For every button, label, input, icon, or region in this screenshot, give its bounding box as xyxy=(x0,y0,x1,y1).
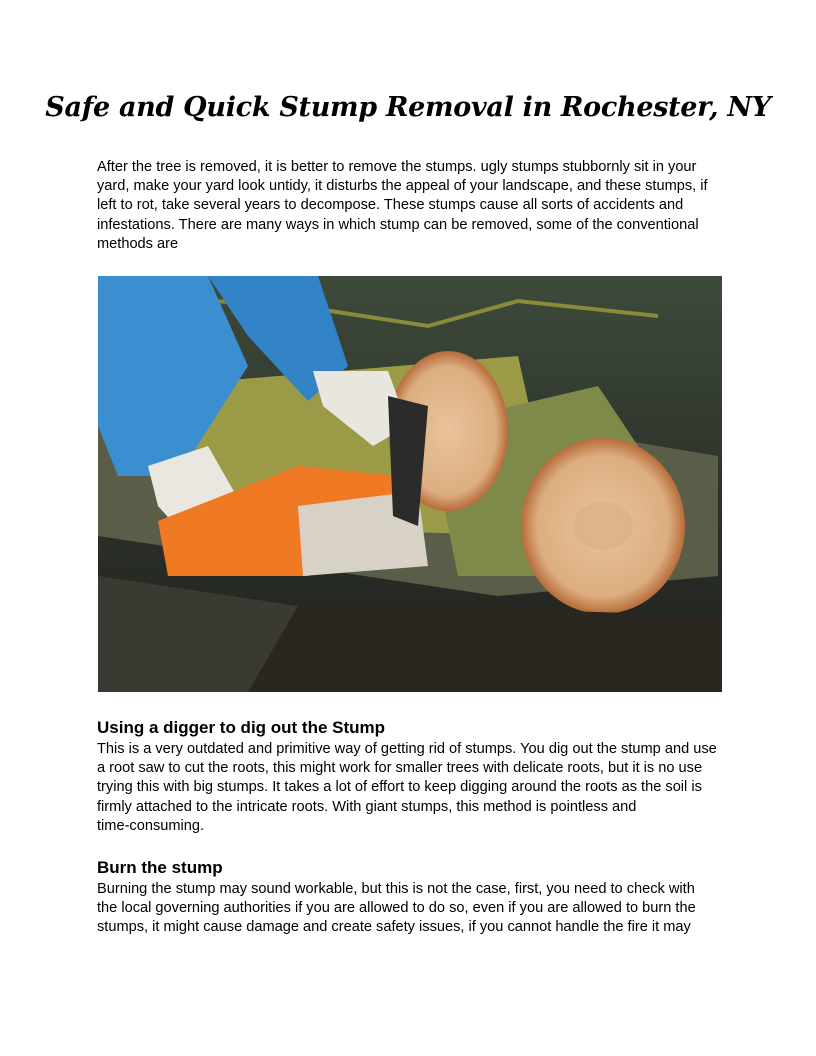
text-line: yard, make your yard look untidy, it disturbs the appeal of your landscape, and these stumps, if xyxy=(97,178,708,195)
text-line: a root saw to cut the roots, this might work for smaller trees with delicate roots, but it is no use xyxy=(97,760,703,777)
text-line: infestations. There are many ways in which stump can be removed, some of the conventional xyxy=(97,216,699,233)
text-line: firmly attached to the intricate roots. With giant stumps, this method is pointless and xyxy=(97,798,637,815)
text-line: the local governing authorities if you are allowed to do so, even if you are allowed to burn the xyxy=(97,900,696,917)
text-line: After the tree is removed, it is better to remove the stumps. ugly stumps stubbornly sit in your xyxy=(97,159,697,175)
chainsaw-cutting-log-photo xyxy=(98,276,722,692)
text-line: This is a very outdated and primitive way of getting rid of stumps. You dig out the stump and use xyxy=(97,741,717,757)
section-heading: Using a digger to dig out the Stump xyxy=(97,718,386,737)
text-line: trying this with big stumps. It takes a lot of effort to keep digging around the roots as the soil is xyxy=(97,779,702,796)
section-heading: Burn the stump xyxy=(97,858,223,877)
text-line: stumps, it might cause damage and create safety issues, if you cannot handle the fire it may xyxy=(97,919,691,936)
section-paragraph xyxy=(97,880,696,938)
text-line: left to rot, take several years to decompose. These stumps cause all sorts of accidents and xyxy=(97,197,684,214)
text-line: Burning the stump may sound workable, but this is not the case, first, you need to check with xyxy=(97,881,695,897)
section-paragraph xyxy=(97,740,717,836)
text-line: methods are xyxy=(97,235,179,252)
intro-paragraph xyxy=(97,158,708,254)
text-line: time-consuming. xyxy=(97,817,205,834)
page-title: Safe and Quick Stump Removal in Rochester, NY xyxy=(45,92,771,123)
